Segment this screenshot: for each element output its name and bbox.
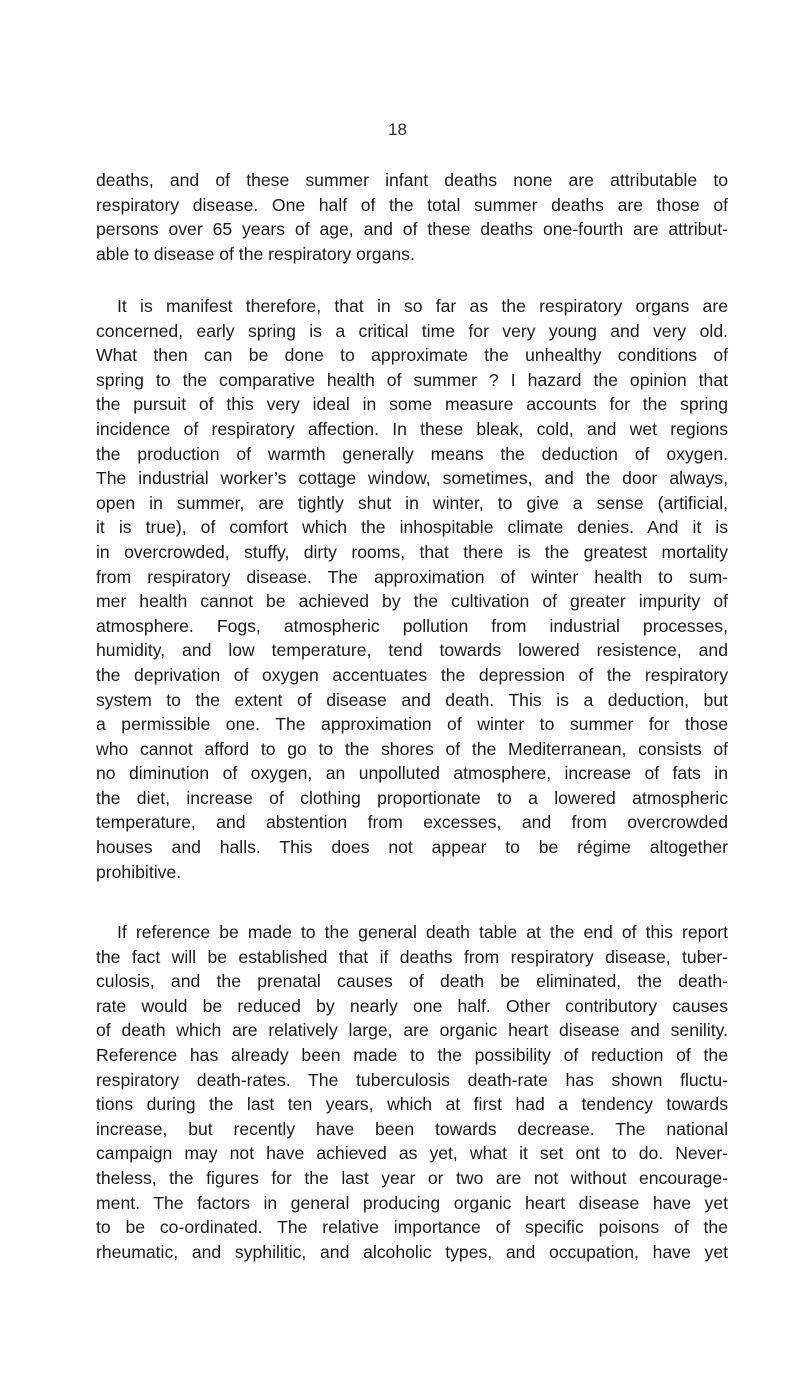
text-line: Reference has already been made to the possibility of reduction of the [96, 1044, 728, 1065]
text-line: the production of warmth generally means the deduction of oxygen. [96, 443, 728, 464]
paragraph-3 [96, 920, 728, 1264]
text-line: no diminution of oxygen, an unpolluted atmosphere, increase of fats in [96, 763, 728, 784]
text-line: ment. The factors in general producing organic heart disease have yet [96, 1192, 728, 1213]
text-line: rheumatic, and syphilitic, and alcoholic types, and occupation, have yet [96, 1241, 728, 1262]
text-line: the fact will be established that if deaths from respiratory disease, tuber- [96, 946, 728, 967]
text-line: atmosphere. Fogs, atmospheric pollution from industrial processes, [96, 615, 728, 636]
page-number: 18 [388, 120, 407, 139]
text-line: to be co-ordinated. The relative importance of specific poisons of the [96, 1217, 728, 1238]
text-line: spring to the comparative health of summer ? I hazard the opinion that [96, 369, 728, 390]
text-line: it is true), of comfort which the inhospitable climate denies. And it is [96, 517, 728, 538]
text-line: concerned, early spring is a critical time for very young and very old. [96, 320, 728, 341]
paragraph-1 [96, 168, 728, 266]
text-line: culosis, and the prenatal causes of death be eliminated, the death- [96, 971, 728, 992]
text-line: prohibitive. [96, 861, 182, 882]
text-line: who cannot afford to go to the shores of the Mediterranean, consists of [96, 738, 728, 759]
text-line: the diet, increase of clothing proportionate to a lowered atmospheric [96, 787, 728, 808]
text-line: The industrial worker’s cottage window, sometimes, and the door always, [96, 468, 728, 489]
text-line: of death which are relatively large, are organic heart disease and senility. [96, 1020, 728, 1041]
text-line: houses and halls. This does not appear to be régime altogether [96, 837, 728, 858]
text-line: temperature, and abstention from excesses, and from overcrowded [96, 812, 728, 833]
text-line: respiratory death-rates. The tuberculosis death-rate has shown fluctu- [96, 1069, 728, 1090]
text-line: rate would be reduced by nearly one half. Other contributory causes [96, 995, 728, 1016]
text-line: humidity, and low temperature, tend towards lowered resistence, and [96, 640, 728, 661]
text-line: able to disease of the respiratory organs. [96, 243, 415, 264]
paragraph-2 [96, 294, 728, 884]
text-line: What then can be done to approximate the unhealthy conditions of [96, 345, 728, 366]
text-line: theless, the figures for the last year or two are not without encourage- [96, 1167, 728, 1188]
text-line: deaths, and of these summer infant deaths none are attributable to [96, 170, 728, 190]
text-line: open in summer, are tightly shut in winter, to give a sense (artificial, [96, 492, 728, 513]
text-line: in overcrowded, stuffy, dirty rooms, that there is the greatest mortality [96, 541, 728, 562]
text-line: incidence of respiratory affection. In these bleak, cold, and wet regions [96, 418, 728, 439]
text-line: the pursuit of this very ideal in some measure accounts for the spring [96, 394, 728, 415]
text-line: tions during the last ten years, which at first had a tendency towards [96, 1094, 728, 1115]
text-line: the deprivation of oxygen accentuates the depression of the respiratory [96, 664, 728, 685]
text-line: a permissible one. The approximation of winter to summer for those [96, 714, 728, 735]
text-line: increase, but recently have been towards decrease. The national [96, 1118, 728, 1139]
text-line: system to the extent of disease and death. This is a deduction, but [96, 689, 728, 710]
text-line: from respiratory disease. The approximation of winter health to sum- [96, 566, 728, 587]
text-line: mer health cannot be achieved by the cultivation of greater impurity of [96, 591, 728, 612]
text-line: respiratory disease. One half of the total summer deaths are those of [96, 194, 728, 215]
text-line: campaign may not have achieved as yet, what it set ont to do. Never- [96, 1143, 728, 1164]
text-line: If reference be made to the general death table at the end of this report [117, 922, 728, 942]
text-line: It is manifest therefore, that in so far as the respiratory organs are [117, 296, 728, 316]
text-line: persons over 65 years of age, and of these deaths one-fourth are attribut- [96, 219, 728, 240]
